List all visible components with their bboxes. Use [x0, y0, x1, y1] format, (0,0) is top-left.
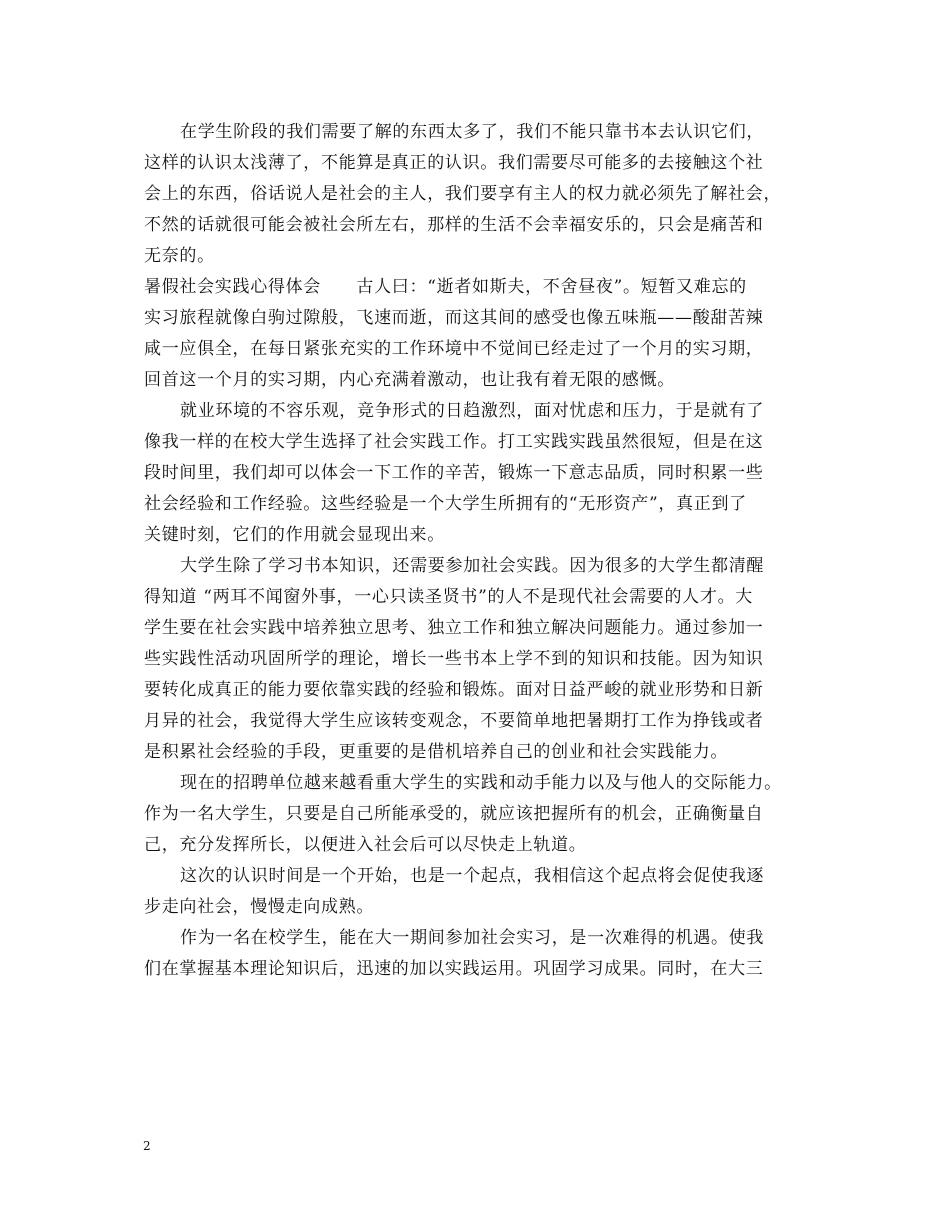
text-line: 在学生阶段的我们需要了解的东西太多了，我们不能只靠书本去认识它们， — [180, 122, 765, 142]
text-line: 些实践性活动巩固所学的理论，增长一些书本上学不到的知识和技能。因为知识 — [144, 649, 764, 669]
text-line: 步走向社会，慢慢走向成熟。 — [144, 897, 375, 917]
text-line: 们在掌握基本理论知识后，迅速的加以实践运用。巩固学习成果。同时，在大三 — [144, 959, 764, 979]
body-text — [144, 117, 824, 985]
text-line: 不然的话就很可能会被社会所左右，那样的生活不会幸福安乐的，只会是痛苦和 — [144, 215, 764, 235]
text-line: 作为一名在校学生，能在大一期间参加社会实习，是一次难得的机遇。使我 — [180, 928, 765, 948]
text-line: 要转化成真正的能力要依靠实践的经验和锻炼。面对日益严峻的就业形势和日新 — [144, 680, 764, 700]
text-line: 现在的招聘单位越来越看重大学生的实践和动手能力以及与他人的交际能力。 — [180, 773, 782, 793]
text-line: 作为一名大学生，只要是自己所能承受的，就应该把握所有的机会，正确衡量自 — [144, 804, 764, 824]
text-line: 咸一应俱全，在每日紧张充实的工作环境中不觉间已经走过了一个月的实习期， — [144, 339, 764, 359]
text-line: 像我一样的在校大学生选择了社会实践工作。打工实践实践虽然很短，但是在这 — [144, 432, 764, 452]
text-line: 学生要在社会实践中培养独立思考、独立工作和独立解决问题能力。通过参加一 — [144, 618, 764, 638]
text-line: 实习旅程就像白驹过隙般，飞速而逝，而这其间的感受也像五味瓶——酸甜苦辣 — [144, 308, 764, 328]
text-line: 得知道 “两耳不闻窗外事，一心只读圣贤书”的人不是现代社会需要的人才。大 — [144, 587, 753, 607]
text-line: 暑假社会实践心得体会 古人曰：“逝者如斯夫，不舍昼夜”。短暂又难忘的 — [144, 277, 747, 297]
text-line: 己，充分发挥所长，以便进入社会后可以尽快走上轨道。 — [144, 835, 587, 855]
text-line: 段时间里，我们却可以体会一下工作的辛苦，锻炼一下意志品质，同时积累一些 — [144, 463, 764, 483]
text-line: 无奈的。 — [144, 246, 215, 266]
text-line: 会上的东西，俗话说人是社会的主人，我们要享有主人的权力就必须先了解社会， — [144, 184, 782, 204]
text-line: 这样的认识太浅薄了，不能算是真正的认识。我们需要尽可能多的去接触这个社 — [144, 153, 764, 173]
text-line: 就业环境的不容乐观，竞争形式的日趋激烈，面对忧虑和压力，于是就有了 — [180, 401, 765, 421]
page-number: 2 — [143, 1139, 151, 1153]
text-line: 回首这一个月的实习期，内心充满着激动，也让我有着无限的感慨。 — [144, 370, 675, 390]
text-line: 关键时刻，它们的作用就会显现出来。 — [144, 525, 445, 545]
text-line: 月异的社会，我觉得大学生应该转变观念，不要简单地把暑期打工作为挣钱或者 — [144, 711, 764, 731]
text-line: 社会经验和工作经验。这些经验是一个大学生所拥有的“无形资产”，真正到了 — [144, 494, 747, 514]
text-line: 这次的认识时间是一个开始，也是一个起点，我相信这个起点将会促使我逐 — [180, 866, 765, 886]
text-line: 是积累社会经验的手段，更重要的是借机培养自己的创业和社会实践能力。 — [144, 742, 729, 762]
text-line: 大学生除了学习书本知识，还需要参加社会实践。因为很多的大学生都清醒 — [180, 556, 765, 576]
